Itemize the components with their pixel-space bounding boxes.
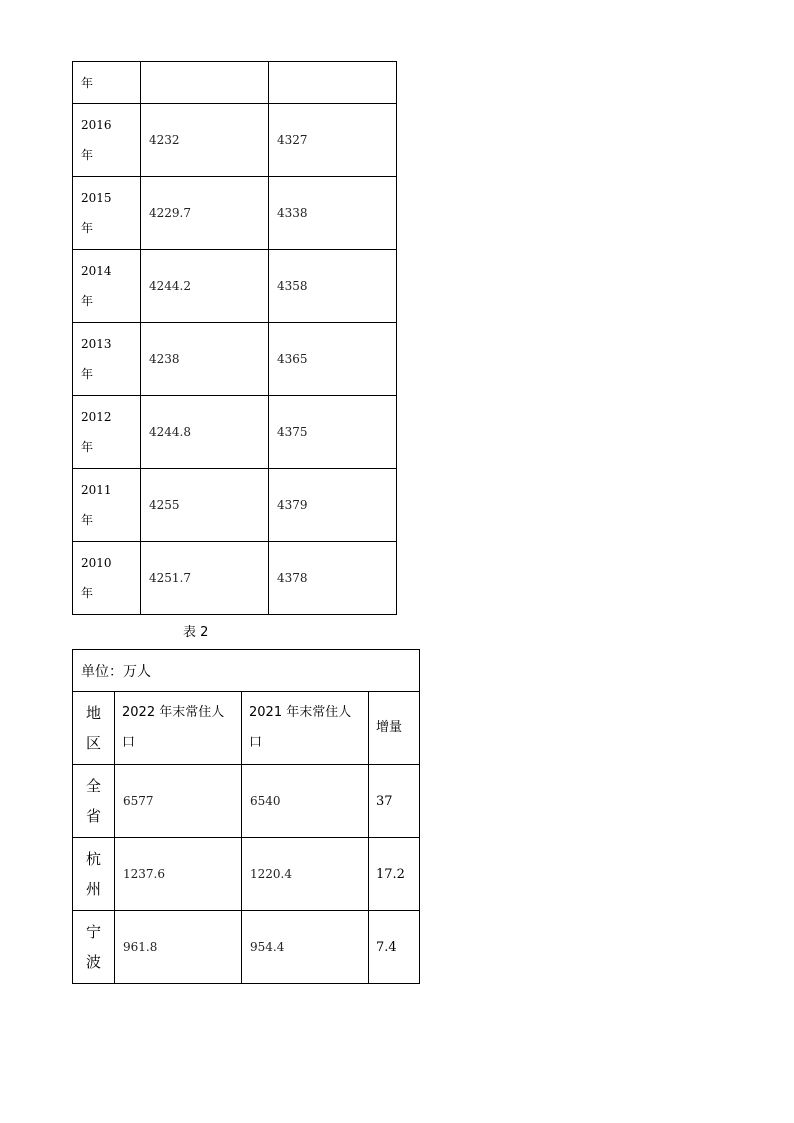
value-cell: 961.8 — [115, 911, 242, 984]
value-cell: 4338 — [269, 177, 397, 250]
table-cell: 年 — [73, 62, 141, 104]
table-cell — [141, 62, 269, 104]
year-suffix: 年 — [81, 586, 94, 600]
value-cell: 4378 — [269, 542, 397, 615]
year-cell — [73, 250, 141, 323]
year-cell — [73, 396, 141, 469]
table-cell — [269, 62, 397, 104]
table-caption: 表 2 — [183, 625, 209, 640]
table-row — [73, 323, 397, 396]
value-cell: 4232 — [141, 104, 269, 177]
value-cell: 4244.8 — [141, 396, 269, 469]
increase-cell: 17.2 — [369, 838, 420, 911]
table-row — [73, 911, 420, 984]
region-cell: 全 省 — [73, 765, 115, 838]
year-number: 2016 — [81, 118, 112, 132]
year-suffix: 年 — [81, 148, 94, 162]
value-cell: 1220.4 — [242, 838, 369, 911]
table-row — [73, 104, 397, 177]
year-suffix: 年 — [81, 513, 94, 527]
year-cell — [73, 104, 141, 177]
table-row — [73, 396, 397, 469]
table-row — [73, 469, 397, 542]
value-cell: 4379 — [269, 469, 397, 542]
value-cell: 4238 — [141, 323, 269, 396]
year-suffix: 年 — [81, 294, 94, 308]
year-number: 2012 — [81, 410, 112, 424]
value-cell: 954.4 — [242, 911, 369, 984]
table-row — [73, 62, 397, 104]
population-table-2 — [72, 649, 420, 984]
value-cell: 4229.7 — [141, 177, 269, 250]
year-cell — [73, 323, 141, 396]
table-row — [73, 177, 397, 250]
table-row — [73, 542, 397, 615]
unit-label: 单位：万人 — [73, 650, 420, 692]
year-number: 2014 — [81, 264, 112, 278]
table-row — [73, 650, 420, 692]
value-cell: 4358 — [269, 250, 397, 323]
table-row — [73, 765, 420, 838]
value-cell: 4365 — [269, 323, 397, 396]
value-cell: 4244.2 — [141, 250, 269, 323]
value-cell: 4375 — [269, 396, 397, 469]
year-number: 2015 — [81, 191, 112, 205]
table-row — [73, 838, 420, 911]
region-header: 地 区 — [73, 692, 115, 765]
year-cell — [73, 542, 141, 615]
region-cell: 杭 州 — [73, 838, 115, 911]
value-cell: 4251.7 — [141, 542, 269, 615]
increase-cell: 7.4 — [369, 911, 420, 984]
header-row — [73, 692, 420, 765]
year-suffix: 年 — [81, 221, 94, 235]
year-number: 2011 — [81, 483, 112, 497]
region-cell: 宁 波 — [73, 911, 115, 984]
increase-cell: 37 — [369, 765, 420, 838]
col-2021-header: 2021 年末常住人 口 — [242, 692, 369, 765]
value-cell: 1237.6 — [115, 838, 242, 911]
value-cell: 6540 — [242, 765, 369, 838]
year-suffix: 年 — [81, 440, 94, 454]
increase-header: 增量 — [369, 692, 420, 765]
year-number: 2013 — [81, 337, 112, 351]
year-cell — [73, 469, 141, 542]
value-cell: 4255 — [141, 469, 269, 542]
col-2022-header: 2022 年末常住人 口 — [115, 692, 242, 765]
value-cell: 6577 — [115, 765, 242, 838]
value-cell: 4327 — [269, 104, 397, 177]
year-suffix: 年 — [81, 367, 94, 381]
population-table-1 — [72, 61, 397, 615]
year-number: 2010 — [81, 556, 112, 570]
year-cell — [73, 177, 141, 250]
table-row — [73, 250, 397, 323]
